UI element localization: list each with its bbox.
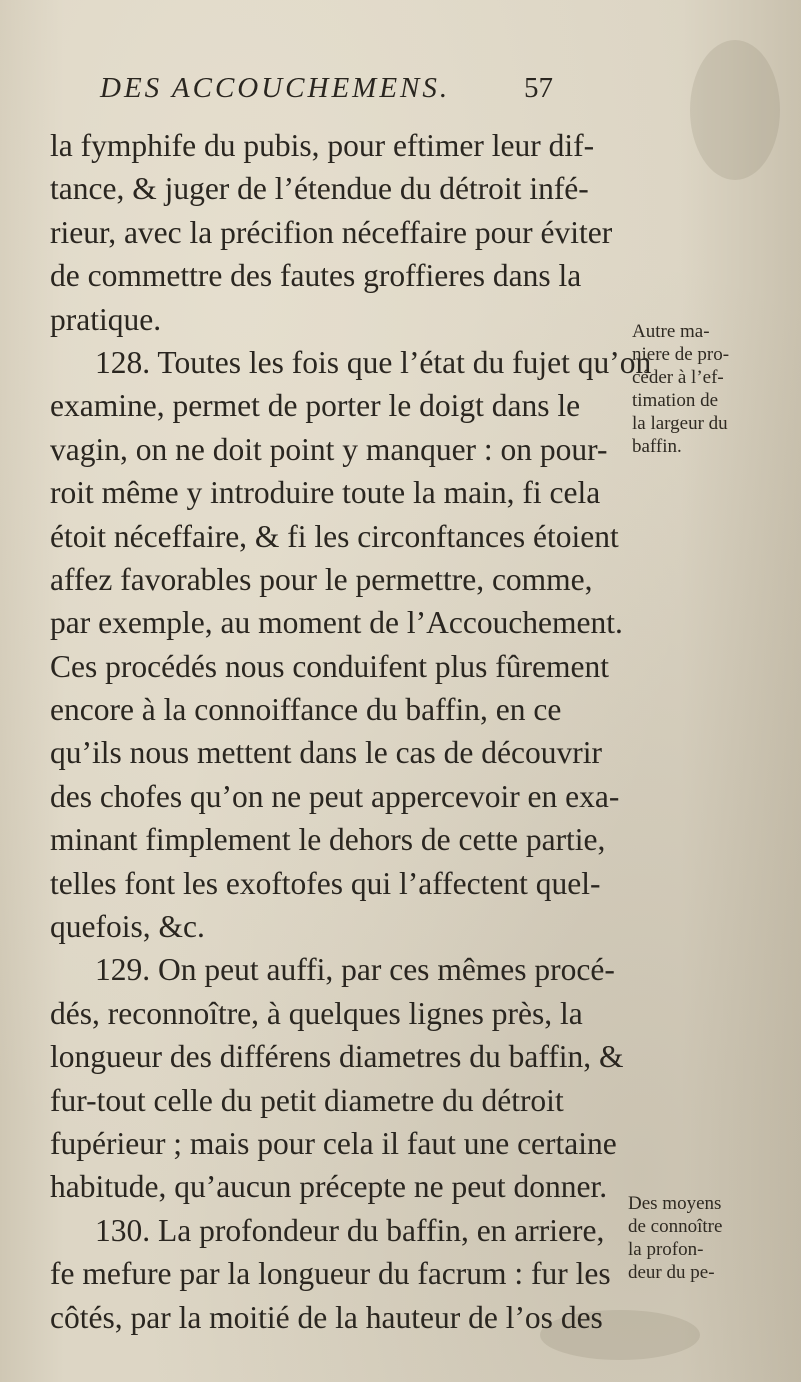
- page-header: [100, 72, 600, 116]
- text-line: de commettre des fautes groffieres dans la: [50, 258, 582, 294]
- paragraph-130-start: 130. La profondeur du baffin, en arriere,: [95, 1212, 605, 1248]
- margin-note-line: Autre ma-: [632, 321, 710, 342]
- margin-note-line: deur du pe-: [628, 1262, 715, 1283]
- text-line: examine, permet de porter le doigt dans le: [50, 388, 581, 424]
- text-line: roit même y introduire toute la main, fi cela: [50, 475, 601, 511]
- text-line: encore à la connoiffance du baffin, en ce: [50, 692, 562, 728]
- text-line: rieur, avec la précifion néceffaire pour éviter: [50, 214, 613, 250]
- margin-note-line: la largeur du: [632, 413, 728, 434]
- text-line: quefois, &c.: [50, 909, 205, 945]
- text-line: affez favorables pour le permettre, comme,: [50, 561, 593, 597]
- margin-note-130: [628, 1192, 798, 1284]
- margin-note-128: [632, 320, 797, 458]
- margin-note-line: Des moyens: [628, 1193, 722, 1214]
- text-line: dés, reconnoître, à quelques lignes près, la: [50, 995, 583, 1031]
- text-line: côtés, par la moitié de la hauteur de l’os des: [50, 1299, 603, 1335]
- text-line: longueur des différens diametres du baffin, &: [50, 1039, 624, 1075]
- text-line: fur-tout celle du petit diametre du détroit: [50, 1082, 564, 1118]
- text-line: étoit néceffaire, & fi les circonftances étoient: [50, 518, 619, 554]
- text-line: habitude, qu’aucun précepte ne peut donner.: [50, 1169, 608, 1205]
- text-line: par exemple, au moment de l’Accouchement.: [50, 605, 623, 641]
- text-line: Ces procédés nous conduifent plus fûrement: [50, 648, 609, 684]
- paragraph-129-start: 129. On peut auffi, par ces mêmes procé-: [95, 952, 615, 988]
- paper-stain: [690, 40, 780, 180]
- text-line: la fymphife du pubis, pour eftimer leur dif-: [50, 128, 595, 163]
- text-line: pratique.: [50, 301, 162, 337]
- main-text: [50, 124, 652, 1339]
- text-line: fe mefure par la longueur du facrum : fur les: [50, 1256, 611, 1292]
- text-line: fupérieur ; mais pour cela il faut une certaine: [50, 1125, 617, 1161]
- text-line: minant fimplement le dehors de cette partie,: [50, 822, 606, 858]
- margin-note-line: baffin.: [632, 436, 682, 457]
- paragraph-128-start: 128. Toutes les fois que l’état du fujet qu’on: [95, 344, 652, 380]
- margin-note-line: la profon-: [628, 1239, 704, 1260]
- margin-note-line: timation de: [632, 390, 719, 411]
- text-line: tance, & juger de l’étendue du détroit infé-: [50, 171, 589, 207]
- page-number: 57: [524, 72, 553, 104]
- running-head: DES ACCOUCHEMENS.: [100, 72, 451, 104]
- margin-note-line: de connoître: [628, 1216, 723, 1237]
- margin-note-line: céder à l’ef-: [632, 367, 724, 388]
- text-line: des chofes qu’on ne peut appercevoir en exa-: [50, 778, 620, 814]
- text-line: vagin, on ne doit point y manquer : on pour-: [50, 431, 608, 467]
- text-line: telles font les exoftofes qui l’affectent quel-: [50, 865, 601, 901]
- text-line: qu’ils nous mettent dans le cas de découvrir: [50, 735, 602, 771]
- margin-note-line: niere de pro-: [632, 344, 730, 365]
